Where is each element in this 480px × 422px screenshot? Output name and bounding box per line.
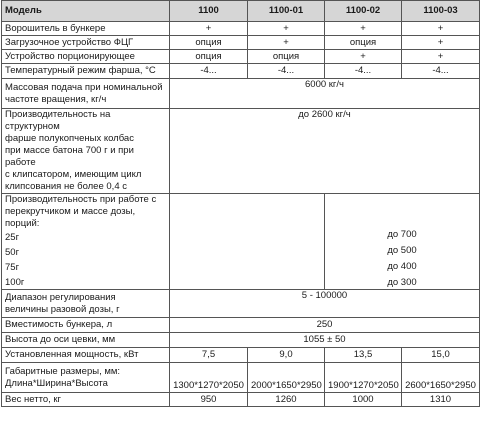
cell-1100-02: опция	[325, 36, 402, 50]
label-line: Массовая подача при номинальной	[5, 81, 163, 93]
label-line: с клипсатором, имеющим цикл	[5, 169, 142, 180]
row-bunker	[2, 318, 480, 333]
dose-25: 25г	[5, 232, 20, 243]
label-line: при массе батона 700 г и при работе	[5, 145, 134, 168]
cell-1100-03: +	[402, 22, 480, 36]
label-line: фарше полукопченых колбас	[5, 133, 134, 144]
dose-value: до 300	[387, 277, 417, 288]
row-label: Устройство порционирующее	[2, 50, 170, 64]
row-label: Температурный режим фарша, °С	[2, 64, 170, 79]
cell-1100: опция	[170, 50, 248, 64]
cell-1100: опция	[170, 36, 248, 50]
cell-all-models: 5 - 100000	[170, 290, 480, 318]
spec-table	[1, 0, 480, 407]
cell-1100-03: +	[402, 50, 480, 64]
row-label: Вместимость бункера, л	[2, 318, 170, 333]
label-line: перекрутчиком и массе дозы, порций:	[5, 206, 136, 229]
cell-1100-03: +	[402, 36, 480, 50]
label-line: частоте вращения, кг/ч	[5, 93, 107, 105]
row-label	[2, 363, 170, 393]
label-line: клипсования не более 0,4 с	[5, 181, 127, 192]
row-range	[2, 290, 480, 318]
dose-value: до 500	[387, 245, 417, 256]
header-model-1100-01: 1100-01	[248, 1, 325, 22]
dose-75: 75г	[5, 262, 20, 273]
header-model-1100-02: 1100-02	[325, 1, 402, 22]
row-temp	[2, 64, 480, 79]
row-doza	[2, 194, 480, 290]
header-model-label: Модель	[2, 1, 170, 22]
cell-1100-01: 2000*1650*2950	[248, 363, 325, 393]
row-label: Ворошитель в бункере	[2, 22, 170, 36]
header-model-1100: 1100	[170, 1, 248, 22]
cell-1100: 7,5	[170, 348, 248, 363]
row-portsion	[2, 50, 480, 64]
cell-1100-03: 1310	[402, 393, 480, 407]
cell-1100-01: опция	[248, 50, 325, 64]
cell-all-models: до 2600 кг/ч	[170, 109, 480, 194]
cell-1100-02: 1000	[325, 393, 402, 407]
row-label: Установленная мощность, кВт	[2, 348, 170, 363]
row-dims	[2, 363, 480, 393]
row-height	[2, 333, 480, 348]
row-struct	[2, 109, 480, 194]
dose-50: 50г	[5, 247, 20, 258]
cell-1100-01: 9,0	[248, 348, 325, 363]
cell-dose-values	[325, 194, 480, 290]
label-line: Производительность при работе с	[5, 194, 157, 205]
cell-1100: 950	[170, 393, 248, 407]
dose-100: 100г	[5, 277, 25, 288]
label-line: Производительность на структурном	[5, 109, 111, 132]
cell-empty	[170, 194, 325, 290]
row-massflow	[2, 79, 480, 109]
label-line: Длина*Ширина*Высота	[5, 377, 108, 389]
cell-1100-01: +	[248, 22, 325, 36]
row-label	[2, 290, 170, 318]
cell-1100-01: +	[248, 36, 325, 50]
row-label	[2, 79, 170, 109]
label-line: величины разовой дозы, г	[5, 303, 120, 315]
row-weight	[2, 393, 480, 407]
cell-1100-02: +	[325, 22, 402, 36]
cell-1100-03: 15,0	[402, 348, 480, 363]
row-label: Загрузочное устройство ФЦГ	[2, 36, 170, 50]
cell-1100-03: 2600*1650*2950	[402, 363, 480, 393]
header-row	[2, 1, 480, 22]
cell-1100: -4...	[170, 64, 248, 79]
cell-1100-02: 13,5	[325, 348, 402, 363]
cell-1100-02: 1900*1270*2050	[325, 363, 402, 393]
label-line: Габаритные размеры, мм:	[5, 365, 121, 377]
row-label: Вес нетто, кг	[2, 393, 170, 407]
row-label	[2, 109, 170, 194]
row-power	[2, 348, 480, 363]
cell-1100-02: -4...	[325, 64, 402, 79]
dose-value: до 700	[387, 229, 417, 240]
cell-1100: 1300*1270*2050	[170, 363, 248, 393]
cell-1100-02: +	[325, 50, 402, 64]
cell-1100-01: 1260	[248, 393, 325, 407]
cell-1100-01: -4...	[248, 64, 325, 79]
cell-1100-03: -4...	[402, 64, 480, 79]
cell-all-models: 1055 ± 50	[170, 333, 480, 348]
row-zagruz	[2, 36, 480, 50]
row-vorosh	[2, 22, 480, 36]
row-label	[2, 194, 170, 290]
cell-1100: +	[170, 22, 248, 36]
cell-all-models: 6000 кг/ч	[170, 79, 480, 109]
label-line: Диапазон регулирования	[5, 291, 116, 303]
row-label: Высота до оси цевки, мм	[2, 333, 170, 348]
header-model-1100-03: 1100-03	[402, 1, 480, 22]
cell-all-models: 250	[170, 318, 480, 333]
dose-value: до 400	[387, 261, 417, 272]
